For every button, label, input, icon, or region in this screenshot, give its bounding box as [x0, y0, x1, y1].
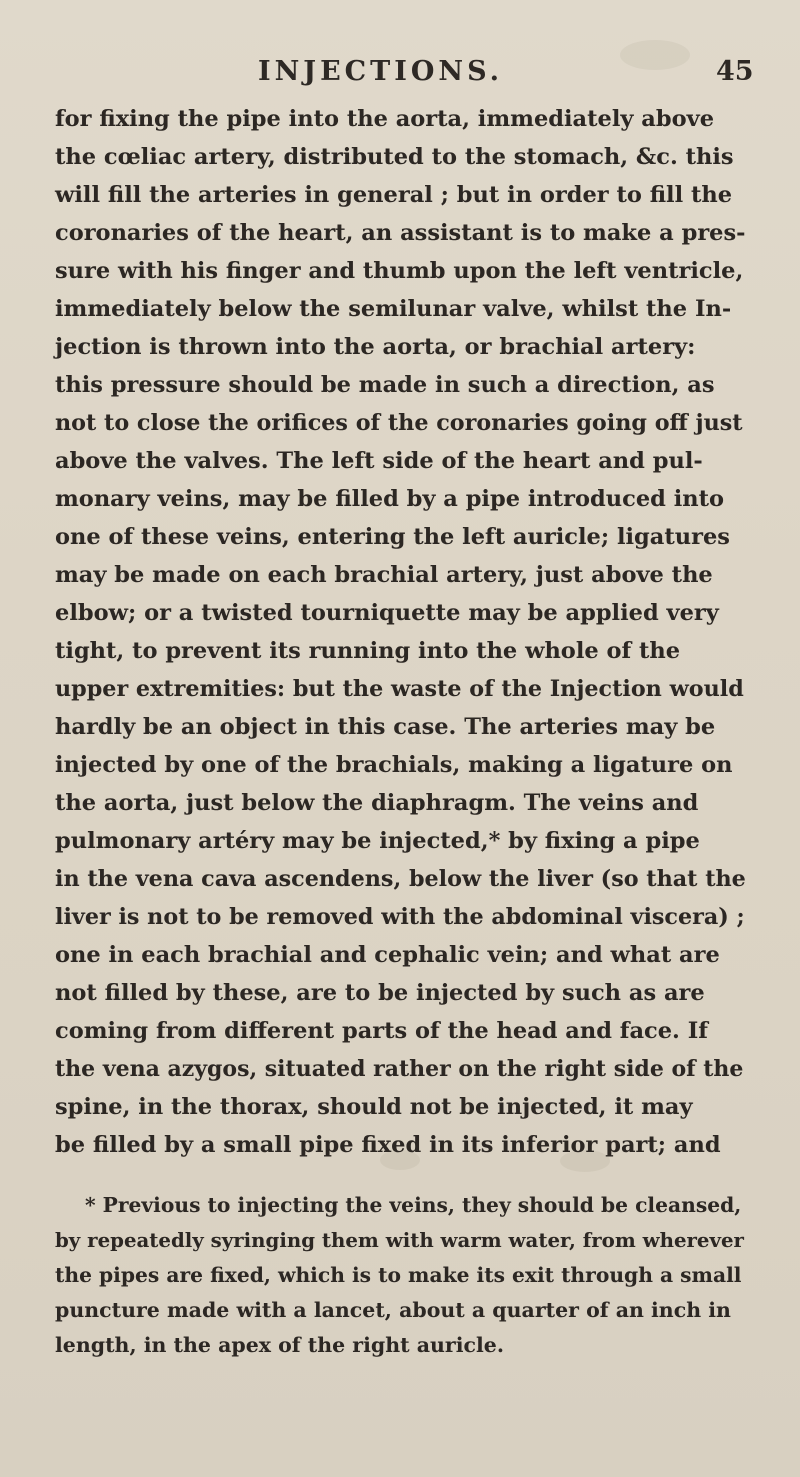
text-line: immediately below the semilunar valve, whilst the In- — [55, 296, 732, 322]
text-line: the aorta, just below the diaphragm. The veins and — [55, 790, 699, 816]
text-line: will fill the arteries in general ; but in order to fill the — [55, 182, 733, 208]
footnote-line: length, in the apex of the right auricle. — [55, 1333, 504, 1357]
text-line: sure with his finger and thumb upon the left ventricle, — [55, 258, 744, 284]
running-title: INJECTIONS. — [258, 56, 504, 87]
text-line: elbow; or a twisted tourniquette may be applied very — [55, 600, 719, 626]
text-line: spine, in the thorax, should not be injected, it may — [55, 1094, 693, 1120]
text-line: the vena azygos, situated rather on the right side of the — [55, 1056, 744, 1082]
footnote-line: by repeatedly syringing them with warm water, from wherever — [55, 1228, 744, 1252]
footnote-line: puncture made with a lancet, about a quarter of an inch in — [55, 1298, 731, 1322]
text-line: monary veins, may be filled by a pipe introduced into — [55, 486, 725, 512]
text-line: one in each brachial and cephalic vein; and what are — [55, 942, 720, 968]
text-line: liver is not to be removed with the abdominal viscera) ; — [55, 904, 745, 930]
text-line: not to close the orifices of the coronaries going off just — [55, 410, 743, 436]
text-line: in the vena cava ascendens, below the liver (so that the — [55, 866, 746, 892]
text-line: above the valves. The left side of the heart and pul- — [55, 448, 703, 474]
text-line: this pressure should be made in such a direction, as — [55, 372, 715, 398]
text-line: injected by one of the brachials, making a ligature on — [55, 752, 733, 778]
text-line: for fixing the pipe into the aorta, immediately above — [55, 106, 715, 132]
text-line: hardly be an object in this case. The arteries may be — [55, 714, 716, 740]
footnote-line: the pipes are fixed, which is to make its exit through a small — [55, 1263, 742, 1287]
footnote-line: * Previous to injecting the veins, they should be cleansed, — [85, 1193, 742, 1217]
text-line: coronaries of the heart, an assistant is to make a pres- — [55, 220, 746, 246]
text-line: pulmonary artéry may be injected,* by fixing a pipe — [55, 828, 700, 854]
running-head — [0, 50, 800, 90]
text-line: coming from different parts of the head and face. If — [55, 1018, 708, 1044]
text-line: jection is thrown into the aorta, or brachial artery: — [55, 334, 696, 360]
text-line: upper extremities: but the waste of the Injection would — [55, 676, 744, 702]
page-number: 45 — [716, 56, 754, 87]
text-line: the cœliac artery, distributed to the stomach, &c. this — [55, 144, 734, 170]
text-line: tight, to prevent its running into the whole of the — [55, 638, 681, 664]
text-line: may be made on each brachial artery, just above the — [55, 562, 713, 588]
text-line: one of these veins, entering the left auricle; ligatures — [55, 524, 730, 550]
text-line: not filled by these, are to be injected by such as are — [55, 980, 705, 1006]
text-line: be filled by a small pipe fixed in its inferior part; and — [55, 1132, 721, 1158]
